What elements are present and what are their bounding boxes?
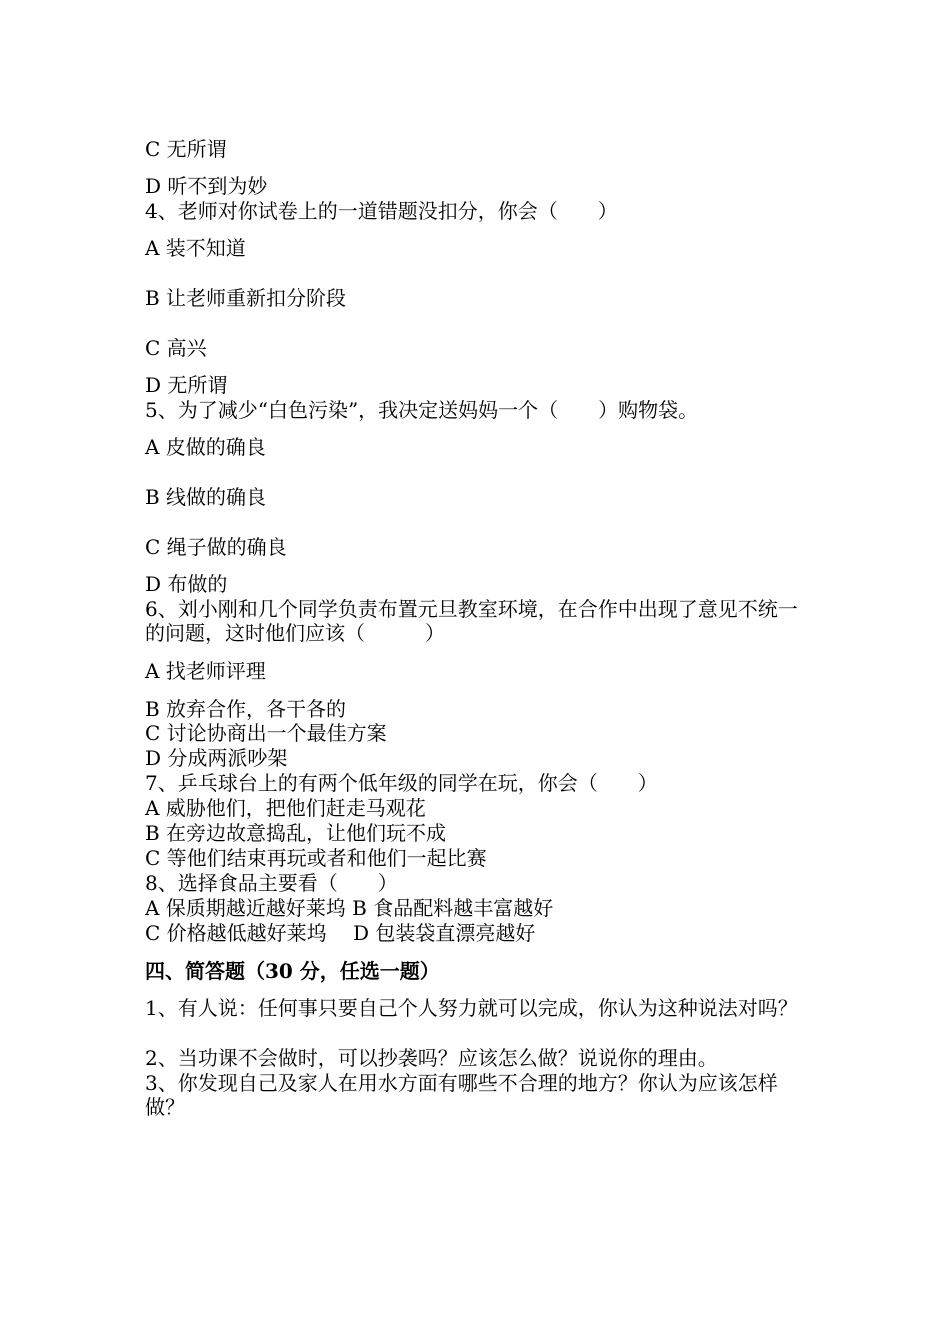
section-heading-short-answer: 四、简答题（30 分，任选一题） <box>145 959 440 983</box>
short-answer-1: 1、有人说：任何事只要自己个人努力就可以完成，你认为这种说法对吗？ <box>145 996 798 1020</box>
option-q7-b: B 在旁边故意捣乱，让他们玩不成 <box>145 821 447 845</box>
short-answer-3: 3、你发现自己及家人在用水方面有哪些不合理的地方？你认为应该怎样做？ <box>145 1071 778 1119</box>
option-q8-ab: A 保质期越近越好莱坞 B 食品配料越丰富越好 <box>145 896 554 920</box>
question-4: 4、老师对你试卷上的一道错题没扣分，你会（ ） <box>145 199 618 223</box>
option-q7-a: A 威胁他们，把他们赶走马观花 <box>145 796 426 820</box>
option-q5-c: C 绳子做的确良 <box>145 535 287 559</box>
question-8: 8、选择食品主要看（ ） <box>145 871 398 895</box>
option-q6-d: D 分成两派吵架 <box>145 746 288 770</box>
option-q6-b: B 放弃合作，各干各的 <box>145 697 347 721</box>
option-q6-c: C 讨论协商出一个最佳方案 <box>145 721 387 745</box>
option-q7-c: C 等他们结束再玩或者和他们一起比赛 <box>145 846 487 870</box>
option-q4-c: C 高兴 <box>145 336 207 360</box>
option-q4-d: D 无所谓 <box>145 373 228 397</box>
option-q4-b: B 让老师重新扣分阶段 <box>145 286 347 310</box>
option-q3-c: C 无所谓 <box>145 137 227 161</box>
question-5: 5、为了减少“白色污染”，我决定送妈妈一个（ ）购物袋。 <box>145 398 699 422</box>
question-6: 6、刘小刚和几个同学负责布置元旦教室环境，在合作中出现了意见不统一的问题，这时他们应该（ ） <box>145 597 798 645</box>
option-q4-a: A 装不知道 <box>145 236 246 260</box>
option-q5-b: B 线做的确良 <box>145 485 267 509</box>
option-q5-a: A 皮做的确良 <box>145 435 266 459</box>
question-7: 7、乒乓球台上的有两个低年级的同学在玩，你会（ ） <box>145 771 658 795</box>
option-q3-d: D 听不到为妙 <box>145 174 268 198</box>
option-q6-a: A 找老师评理 <box>145 659 266 683</box>
option-q5-d: D 布做的 <box>145 572 228 596</box>
option-q8-cd: C 价格越低越好莱坞 D 包装袋直漂亮越好 <box>145 921 536 945</box>
short-answer-2: 2、当功课不会做时，可以抄袭吗？应该怎么做？说说你的理由。 <box>145 1046 718 1070</box>
